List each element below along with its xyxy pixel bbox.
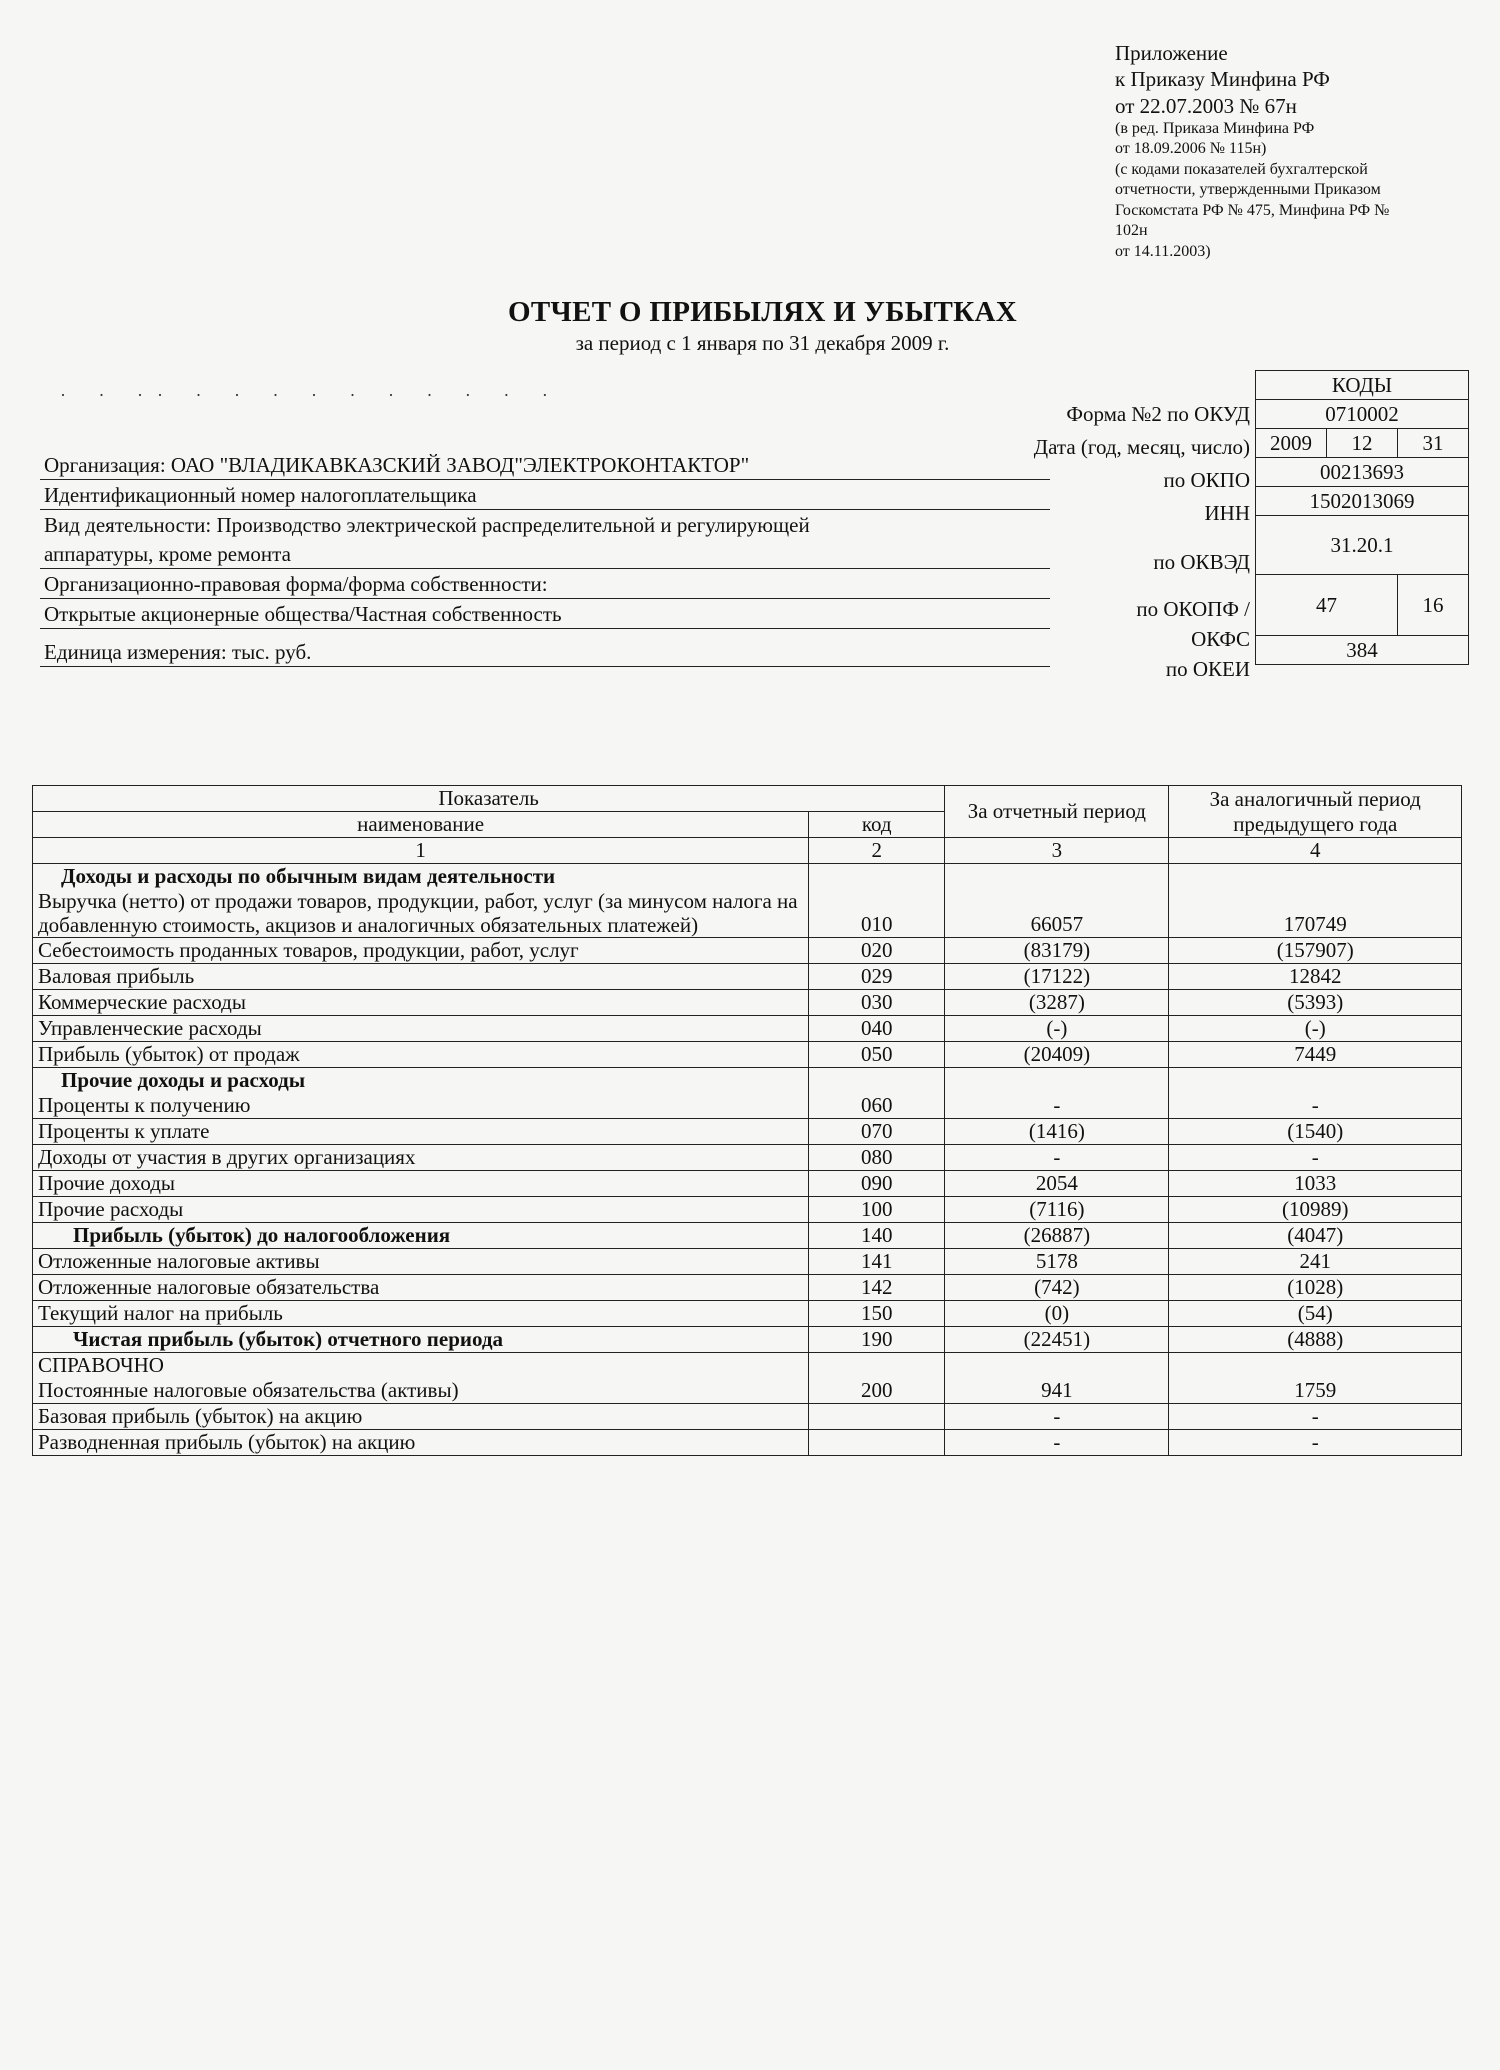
table-row-name: Постоянные налоговые обязательства (активы) [33, 1378, 809, 1404]
table-row-previous: - [1169, 1404, 1462, 1430]
table-row-previous: (1540) [1169, 1119, 1462, 1145]
table-row-name: Коммерческие расходы [33, 990, 809, 1016]
table-row-code: 141 [809, 1249, 945, 1275]
table-row-name: Разводненная прибыль (убыток) на акцию [33, 1430, 809, 1456]
section-ordinary: Доходы и расходы по обычным видам деятельности [33, 864, 809, 890]
table-row-name: Прибыль (убыток) от продаж [33, 1042, 809, 1068]
table-row-name: Прочие доходы [33, 1171, 809, 1197]
header-indicator: Показатель [33, 786, 945, 812]
code-label-date: Дата (год, месяц, число) [1033, 435, 1250, 459]
code-inn: 1502013069 [1256, 487, 1469, 516]
table-row-code: 200 [809, 1378, 945, 1404]
table-row-name: Валовая прибыль [33, 964, 809, 990]
table-row-code: 010 [809, 889, 945, 938]
column-number: 1 [33, 838, 809, 864]
table-row-previous: (1028) [1169, 1275, 1462, 1301]
table-row-current: (1416) [945, 1119, 1169, 1145]
codes-header: КОДЫ [1256, 371, 1469, 400]
table-row-code: 090 [809, 1171, 945, 1197]
code-okud: 0710002 [1256, 400, 1469, 429]
appendix-line: Госкомстата РФ № 475, Минфина РФ № [1115, 201, 1390, 219]
table-row-current: - [945, 1404, 1169, 1430]
table-row-current: (-) [945, 1016, 1169, 1042]
code-label-okud: Форма №2 по ОКУД [1066, 402, 1250, 426]
header-current: За отчетный период [945, 786, 1169, 838]
header-code: код [809, 812, 945, 838]
table-row-code [809, 1430, 945, 1456]
table-row-previous: 170749 [1169, 889, 1462, 938]
column-number: 4 [1169, 838, 1462, 864]
table-row-name: Прочие расходы [33, 1197, 809, 1223]
table-row-code: 040 [809, 1016, 945, 1042]
appendix-line: (с кодами показателей бухгалтерской [1115, 160, 1368, 178]
code-okopf: 47 [1256, 575, 1398, 636]
unit-label: Единица измерения: тыс. руб. [40, 637, 1050, 667]
organization-name: Организация: ОАО "ВЛАДИКАВКАЗСКИЙ ЗАВОД"ЭЛЕКТРОКОНТАКТОР" [44, 453, 750, 477]
profit-loss-table [32, 785, 1462, 1456]
header-name: наименование [33, 812, 809, 838]
appendix-line: 102н [1115, 222, 1148, 240]
section-other: Прочие доходы и расходы [33, 1068, 809, 1094]
codes-table [1255, 370, 1469, 665]
table-row-code: 070 [809, 1119, 945, 1145]
table-row-name: Проценты к уплате [33, 1119, 809, 1145]
code-label-okfs: ОКФС [1191, 627, 1250, 651]
report-period: за период с 1 января по 31 декабря 2009 г. [575, 331, 950, 355]
code-okved: 31.20.1 [1256, 516, 1469, 575]
code-label-okei: по ОКЕИ [1165, 657, 1250, 681]
table-row-previous: - [1169, 1093, 1462, 1119]
table-row-previous: 1033 [1169, 1171, 1462, 1197]
table-row-current: 2054 [945, 1171, 1169, 1197]
table-row-current: (3287) [945, 990, 1169, 1016]
table-row-previous: 241 [1169, 1249, 1462, 1275]
table-row-code: 030 [809, 990, 945, 1016]
table-row-current: (0) [945, 1301, 1169, 1327]
taxpayer-id-label: Идентификационный номер налогоплательщика [40, 479, 1050, 510]
table-row-previous: (4047) [1169, 1223, 1462, 1249]
table-row-current: 66057 [945, 889, 1169, 938]
table-row-name: Отложенные налоговые обязательства [33, 1275, 809, 1301]
code-okpo: 00213693 [1256, 458, 1469, 487]
table-row-previous: - [1169, 1430, 1462, 1456]
header-previous [1169, 786, 1462, 838]
table-row-previous: (157907) [1169, 938, 1462, 964]
appendix-note [1115, 40, 1475, 262]
header-previous-line1: За аналогичный период [1209, 786, 1421, 811]
table-row-previous: 7449 [1169, 1042, 1462, 1068]
organization-info [40, 450, 1050, 667]
table-row-code: 190 [809, 1327, 945, 1353]
table-row-name: Текущий налог на прибыль [33, 1301, 809, 1327]
table-row-previous: (10989) [1169, 1197, 1462, 1223]
table-row-name: Себестоимость проданных товаров, продукции, работ, услуг [33, 938, 809, 964]
appendix-line: от 14.11.2003) [1115, 242, 1211, 260]
table-row-current: (20409) [945, 1042, 1169, 1068]
appendix-line: отчетности, утвержденными Приказом [1115, 181, 1381, 199]
appendix-line: (в ред. Приказа Минфина РФ [1115, 119, 1315, 137]
table-row-code: 150 [809, 1301, 945, 1327]
ownership-value: Открытые акционерные общества/Частная собственность [40, 599, 1050, 629]
code-okfs: 16 [1398, 575, 1469, 636]
scan-dots: · · ·· · · · · · · · · · · [60, 385, 562, 405]
appendix-line: от 22.07.2003 № 67н [1115, 93, 1297, 118]
code-label-okopf: по ОКОПФ / [1136, 597, 1250, 621]
table-row-previous: 12842 [1169, 964, 1462, 990]
appendix-line: Приложение [1115, 41, 1228, 65]
table-row-current: - [945, 1430, 1169, 1456]
table-row-name: Доходы от участия в других организациях [33, 1145, 809, 1171]
table-row-name: Чистая прибыль (убыток) отчетного периода [33, 1327, 809, 1353]
code-label-okpo: по ОКПО [1163, 468, 1250, 492]
table-row-code: 029 [809, 964, 945, 990]
table-row-name: Прибыль (убыток) до налогообложения [33, 1223, 809, 1249]
table-row-name: Отложенные налоговые активы [33, 1249, 809, 1275]
table-row-previous: (4888) [1169, 1327, 1462, 1353]
table-row-code: 100 [809, 1197, 945, 1223]
code-okei: 384 [1256, 636, 1469, 665]
table-row-name: Выручка (нетто) от продажи товаров, продукции, работ, услуг (за минусом налога на добавленную стоимость, акцизов и аналогичных обязательных платежей) [33, 889, 809, 938]
activity-line-1: Вид деятельности: Производство электрической распределительной и регулирующей [44, 513, 810, 537]
code-month: 12 [1327, 429, 1398, 458]
table-row-code: 050 [809, 1042, 945, 1068]
legal-form-label: Организационно-правовая форма/форма собственности: [40, 569, 1050, 599]
code-day: 31 [1398, 429, 1469, 458]
table-row-previous: - [1169, 1145, 1462, 1171]
table-row-current: (83179) [945, 938, 1169, 964]
table-row-current: (742) [945, 1275, 1169, 1301]
table-row-name: Базовая прибыль (убыток) на акцию [33, 1404, 809, 1430]
table-row-previous: (-) [1169, 1016, 1462, 1042]
table-row-code [809, 1404, 945, 1430]
section-reference: СПРАВОЧНО [33, 1353, 809, 1379]
header-previous-line2: предыдущего года [1233, 811, 1398, 836]
column-number: 2 [809, 838, 945, 864]
table-row-previous: (54) [1169, 1301, 1462, 1327]
code-year: 2009 [1256, 429, 1327, 458]
table-row-current: 5178 [945, 1249, 1169, 1275]
appendix-line: от 18.09.2006 № 115н) [1115, 140, 1267, 158]
table-row-code: 060 [809, 1093, 945, 1119]
page-title: ОТЧЕТ О ПРИБЫЛЯХ И УБЫТКАХ [508, 296, 1017, 328]
table-row-code: 142 [809, 1275, 945, 1301]
table-row-name: Проценты к получению [33, 1093, 809, 1119]
table-row-previous: (5393) [1169, 990, 1462, 1016]
table-row-current: (22451) [945, 1327, 1169, 1353]
code-label-inn: ИНН [1204, 501, 1250, 525]
report-title-block [0, 296, 1500, 356]
table-row-code: 020 [809, 938, 945, 964]
table-row-previous: 1759 [1169, 1378, 1462, 1404]
table-row-code: 080 [809, 1145, 945, 1171]
table-row-current: (17122) [945, 964, 1169, 990]
code-label-okved: по ОКВЭД [1153, 550, 1250, 574]
table-row-name: Управленческие расходы [33, 1016, 809, 1042]
appendix-line: к Приказу Минфина РФ [1115, 67, 1330, 92]
table-row-current: (26887) [945, 1223, 1169, 1249]
table-row-current: (7116) [945, 1197, 1169, 1223]
table-row-current: - [945, 1093, 1169, 1119]
column-number: 3 [945, 838, 1169, 864]
activity-line-2: аппаратуры, кроме ремонта [40, 539, 1050, 569]
table-row-code: 140 [809, 1223, 945, 1249]
table-row-current: - [945, 1145, 1169, 1171]
table-row-current: 941 [945, 1378, 1169, 1404]
